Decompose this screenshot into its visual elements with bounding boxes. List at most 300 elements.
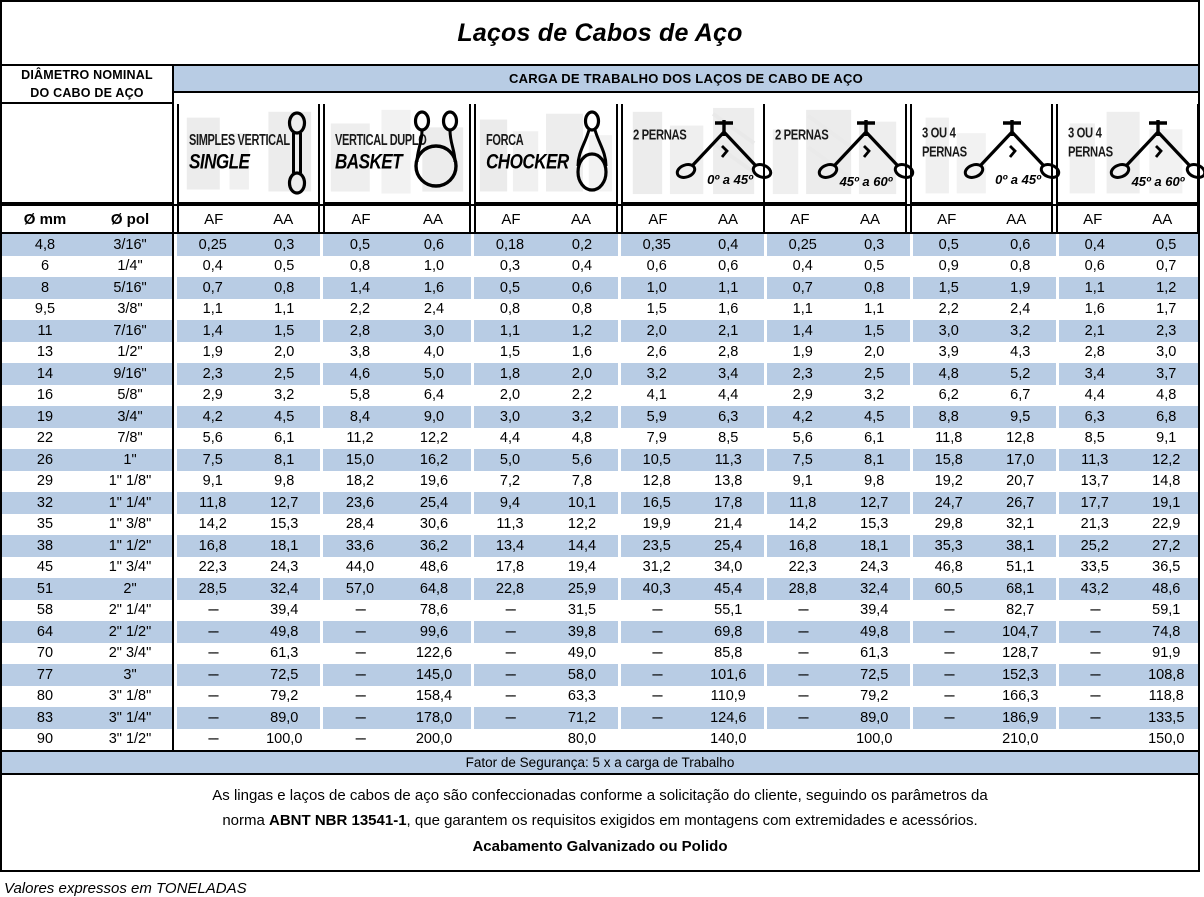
cell-group-34pernas-45-60 — [1056, 535, 1202, 557]
cell-af: 7,5 — [202, 451, 223, 468]
cell-group-chocker — [471, 514, 618, 536]
cell-diameter-pol: 2" 1/2" — [88, 621, 174, 643]
cell-group-34pernas-0-45 — [910, 664, 1056, 686]
cell-aa: 9,8 — [864, 473, 885, 490]
cell-aa: 0,6 — [423, 236, 445, 253]
cell-group-basket — [320, 600, 471, 622]
cell-af: 22,3 — [198, 559, 227, 576]
cell-aa: 19,6 — [419, 473, 449, 490]
cell-aa: 122,6 — [415, 645, 453, 662]
cell-aa: 14,4 — [567, 537, 597, 554]
cell-af: 9,1 — [202, 473, 223, 490]
cell-group-single — [174, 342, 320, 364]
cell-aa: 0,2 — [571, 236, 593, 253]
cell-aa: 1,1 — [718, 279, 739, 296]
cell-group-2pernas-45-60 — [764, 664, 910, 686]
cell-group-2pernas-45-60 — [764, 406, 910, 428]
cell-aa: 0,7 — [1156, 258, 1177, 275]
cell-aa: 0,8 — [1010, 258, 1031, 275]
cell-af: 8,4 — [349, 408, 371, 425]
cell-group-chocker — [471, 320, 618, 342]
cell-group-34pernas-0-45 — [910, 428, 1056, 450]
cell-diameter-pol: 3/16" — [88, 234, 174, 256]
cell-aa: 89,0 — [270, 709, 299, 726]
table-row — [2, 277, 1198, 299]
cell-af — [913, 729, 985, 751]
cell-aa: 1,1 — [274, 301, 295, 318]
pictogram-cell-chocker — [474, 104, 618, 204]
cell-af: 17,8 — [495, 559, 525, 576]
pictogram-strip-corner-spacer — [2, 104, 174, 204]
cell-af: 29,8 — [934, 516, 963, 533]
cell-group-34pernas-0-45 — [910, 514, 1056, 536]
cell-af: 2,2 — [349, 301, 371, 318]
cell-group-2pernas-0-45 — [618, 342, 764, 364]
cell-diameter-mm: 14 — [36, 365, 54, 382]
cell-diameter-pol: 1" 3/4" — [88, 557, 174, 579]
pictogram-labels — [476, 131, 578, 175]
cell-aa: 15,3 — [270, 516, 299, 533]
group-label-top: 2 PERNAS — [633, 126, 687, 144]
cell-af: --- — [1089, 645, 1100, 662]
subheader-group-4legs-45-60 — [1056, 206, 1199, 232]
cell-aa: 4,0 — [423, 344, 445, 361]
cell-af: --- — [207, 645, 218, 662]
pictogram-cell-2legs-45-60 — [764, 104, 907, 204]
cell-aa: 2,2 — [571, 387, 593, 404]
cell-diameter-mm: 13 — [36, 344, 54, 361]
cell-aa: 2,5 — [274, 365, 295, 382]
cell-af: 33,6 — [345, 537, 375, 554]
table-row — [2, 428, 1198, 450]
cell-diameter-mm: 45 — [36, 559, 54, 576]
cell-aa: 2,3 — [1156, 322, 1177, 339]
cell-aa: 166,3 — [1002, 688, 1039, 705]
cell-group-single — [174, 686, 320, 708]
cell-af: 9,1 — [792, 473, 813, 490]
col-header-aa: AA — [835, 206, 905, 232]
cell-aa: 32,1 — [1006, 516, 1035, 533]
cell-group-basket — [320, 707, 471, 729]
cell-group-single — [174, 449, 320, 471]
cell-aa: 2,0 — [571, 365, 593, 382]
cell-aa: 4,5 — [274, 408, 295, 425]
cell-af: 5,0 — [499, 451, 521, 468]
cell-diameter-mm: 26 — [36, 451, 54, 468]
cell-af: 18,2 — [345, 473, 375, 490]
cell-af: 1,5 — [499, 344, 521, 361]
cell-aa: 110,9 — [710, 688, 746, 705]
cell-aa: 89,0 — [860, 709, 889, 726]
cell-af: --- — [1089, 666, 1100, 683]
table-row — [2, 514, 1198, 536]
cell-af: 7,5 — [792, 451, 813, 468]
cell-af: 8,5 — [1084, 430, 1105, 447]
cell-af: --- — [1089, 623, 1100, 640]
cell-af: 16,8 — [788, 537, 817, 554]
pictogram-labels — [1058, 124, 1118, 162]
cell-aa: 6,4 — [423, 387, 445, 404]
cell-af: --- — [797, 623, 808, 640]
cell-group-34pernas-45-60 — [1056, 492, 1202, 514]
cell-af: 15,8 — [934, 451, 963, 468]
cell-group-basket — [320, 428, 471, 450]
cell-group-basket — [320, 449, 471, 471]
cell-aa: 99,6 — [419, 623, 449, 640]
group-label-top: 3 OU 4 — [1068, 124, 1102, 142]
cell-af: 0,35 — [642, 236, 671, 253]
cell-aa: 2,0 — [864, 344, 885, 361]
cell-group-34pernas-0-45 — [910, 492, 1056, 514]
col-header-aa: AA — [249, 206, 319, 232]
group-label-bottom: CHOCKER — [486, 150, 569, 175]
table-row — [2, 342, 1198, 364]
cell-af: 21,3 — [1080, 516, 1109, 533]
cell-group-single — [174, 535, 320, 557]
cell-group-basket — [320, 664, 471, 686]
carga-trabalho-banner: CARGA DE TRABALHO DOS LAÇOS DE CABO DE AÇO — [174, 66, 1198, 93]
cell-group-2pernas-0-45 — [618, 664, 764, 686]
cell-group-34pernas-45-60 — [1056, 320, 1202, 342]
cell-af: 1,9 — [202, 344, 223, 361]
cell-group-2pernas-45-60 — [764, 342, 910, 364]
cell-af: --- — [207, 623, 218, 640]
cell-af: --- — [505, 602, 515, 619]
cell-af: --- — [943, 602, 954, 619]
cell-group-chocker — [471, 535, 618, 557]
cell-aa: 1,0 — [423, 258, 445, 275]
cell-group-single — [174, 428, 320, 450]
cell-aa: 64,8 — [419, 580, 449, 597]
cell-aa: 210,0 — [1002, 731, 1039, 748]
cell-group-single — [174, 514, 320, 536]
cell-group-chocker — [471, 363, 618, 385]
cell-group-2pernas-45-60 — [764, 514, 910, 536]
cell-af: --- — [943, 709, 954, 726]
cell-af: --- — [505, 623, 515, 640]
cell-af: --- — [355, 623, 365, 640]
cell-af: 1,1 — [202, 301, 223, 318]
cell-af: --- — [651, 645, 662, 662]
cell-aa: 20,7 — [1006, 473, 1035, 490]
cell-aa: 6,1 — [864, 430, 885, 447]
cell-aa: 1,6 — [423, 279, 445, 296]
cell-group-single — [174, 664, 320, 686]
cell-diameter-mm: 80 — [36, 688, 54, 705]
cell-af: 1,1 — [499, 322, 521, 339]
pictogram-cell-4legs-0-45 — [910, 104, 1053, 204]
cell-group-basket — [320, 256, 471, 278]
cell-af: 4,4 — [499, 430, 521, 447]
cell-aa: 0,4 — [571, 258, 593, 275]
angle-label: 45º a 60º — [839, 174, 893, 190]
cell-aa: 101,6 — [710, 666, 747, 683]
cell-aa: 6,3 — [718, 408, 739, 425]
cell-af: --- — [207, 688, 218, 705]
cell-group-34pernas-0-45 — [910, 234, 1056, 256]
cell-aa: 32,4 — [860, 580, 889, 597]
cell-af: 1,1 — [792, 301, 813, 318]
pictogram-cell-2legs-0-45 — [621, 104, 764, 204]
cell-group-34pernas-45-60 — [1056, 686, 1202, 708]
cell-aa: 22,9 — [1152, 516, 1181, 533]
cell-diameter-mm: 70 — [36, 645, 54, 662]
cell-diameter-pol: 1" 1/8" — [88, 471, 174, 493]
cell-af: 40,3 — [642, 580, 671, 597]
cell-af: 7,2 — [499, 473, 521, 490]
footer-units-note: Valores expressos em TONELADAS — [4, 880, 247, 897]
cell-group-chocker — [471, 492, 618, 514]
col-header-af: AF — [765, 206, 835, 232]
cell-af: 2,2 — [938, 301, 959, 318]
cell-group-single — [174, 578, 320, 600]
cell-aa: 61,3 — [270, 645, 299, 662]
cell-diameter-mm: 4,8 — [34, 236, 56, 253]
group-label-top: 2 PERNAS — [775, 126, 829, 144]
cell-group-single — [174, 234, 320, 256]
cell-af: --- — [651, 623, 662, 640]
cell-group-single — [174, 707, 320, 729]
group-label-top: SIMPLES VERTICAL — [189, 131, 290, 149]
cell-af: 0,5 — [499, 279, 521, 296]
cell-group-single — [174, 643, 320, 665]
cell-group-chocker — [471, 449, 618, 471]
cell-af: 19,9 — [642, 516, 671, 533]
cell-diameter-mm: 9,5 — [34, 301, 56, 318]
cell-af — [767, 729, 839, 751]
cell-af: --- — [355, 688, 365, 705]
cell-group-34pernas-0-45 — [910, 320, 1056, 342]
cell-group-2pernas-0-45 — [618, 428, 764, 450]
sling-2legs-icon — [829, 104, 903, 202]
cell-aa: 5,2 — [1010, 365, 1031, 382]
note-line-2-pre: norma — [222, 811, 269, 829]
cell-af: 11,3 — [1081, 451, 1109, 468]
cell-diameter-mm: 32 — [36, 494, 54, 511]
cell-aa: 91,9 — [1152, 645, 1181, 662]
cell-diameter-pol: 3" — [88, 664, 174, 686]
cell-group-34pernas-0-45 — [910, 363, 1056, 385]
cell-diameter-pol: 7/16" — [88, 320, 174, 342]
cell-group-34pernas-45-60 — [1056, 707, 1202, 729]
cell-af: 3,2 — [646, 365, 667, 382]
cell-group-chocker — [471, 600, 618, 622]
cell-af: --- — [355, 602, 365, 619]
cell-aa: 36,5 — [1152, 559, 1181, 576]
cell-aa: 1,5 — [274, 322, 295, 339]
cell-af: 15,0 — [345, 451, 375, 468]
cell-af: 0,18 — [495, 236, 525, 253]
cell-aa: 12,2 — [567, 516, 597, 533]
table-title-band — [0, 0, 1200, 66]
cell-aa: 2,4 — [423, 301, 445, 318]
cell-diameter-pol: 2" — [88, 578, 174, 600]
cell-aa: 9,8 — [274, 473, 295, 490]
cell-group-34pernas-0-45 — [910, 621, 1056, 643]
cell-aa: 48,6 — [419, 559, 449, 576]
col-header-aa: AA — [982, 206, 1052, 232]
cell-group-34pernas-45-60 — [1056, 514, 1202, 536]
cell-group-basket — [320, 643, 471, 665]
cell-af: 6,3 — [1084, 408, 1105, 425]
cell-aa: 6,1 — [274, 430, 295, 447]
cell-af: 1,8 — [499, 365, 521, 382]
cell-group-34pernas-45-60 — [1056, 578, 1202, 600]
cell-group-basket — [320, 535, 471, 557]
cell-diameter-pol: 3" 1/8" — [88, 686, 174, 708]
cell-af: 14,2 — [198, 516, 227, 533]
cell-aa: 6,7 — [1010, 387, 1031, 404]
cell-af: 23,5 — [642, 537, 671, 554]
cell-aa: 3,2 — [571, 408, 593, 425]
cell-af: --- — [207, 731, 218, 748]
cell-group-2pernas-0-45 — [618, 449, 764, 471]
cell-group-34pernas-0-45 — [910, 385, 1056, 407]
cell-group-34pernas-0-45 — [910, 578, 1056, 600]
cell-group-chocker — [471, 707, 618, 729]
cell-group-2pernas-45-60 — [764, 277, 910, 299]
cell-group-2pernas-0-45 — [618, 707, 764, 729]
cell-group-2pernas-0-45 — [618, 320, 764, 342]
cell-group-34pernas-45-60 — [1056, 471, 1202, 493]
cell-diameter-pol: 5/16" — [88, 277, 174, 299]
cell-af: --- — [651, 688, 662, 705]
cell-aa: 25,9 — [567, 580, 597, 597]
cell-group-single — [174, 557, 320, 579]
cell-af: 10,5 — [642, 451, 671, 468]
table-row — [2, 471, 1198, 493]
cell-group-2pernas-45-60 — [764, 600, 910, 622]
cell-af: 0,7 — [792, 279, 813, 296]
cell-diameter-mm: 16 — [36, 387, 54, 404]
group-label-top2: PERNAS — [1068, 143, 1113, 161]
cell-diameter-mm: 38 — [36, 537, 54, 554]
cell-group-single — [174, 385, 320, 407]
cell-group-2pernas-45-60 — [764, 299, 910, 321]
cell-aa: 0,5 — [274, 258, 295, 275]
cell-group-chocker — [471, 385, 618, 407]
pictogram-cell-single — [177, 104, 320, 204]
cell-aa: 5,0 — [423, 365, 445, 382]
cell-aa: 0,4 — [718, 236, 739, 253]
cell-af: 2,3 — [202, 365, 223, 382]
cell-af: 3,4 — [1084, 365, 1105, 382]
cell-group-chocker — [471, 342, 618, 364]
cell-af: --- — [355, 666, 365, 683]
cell-group-2pernas-45-60 — [764, 557, 910, 579]
diameter-header-line2: DO CABO DE AÇO — [30, 86, 144, 101]
cell-af: 11,8 — [935, 430, 963, 447]
cell-af — [621, 729, 693, 751]
table-row — [2, 621, 1198, 643]
cell-af: 5,6 — [792, 430, 813, 447]
sling-single-icon — [280, 104, 314, 202]
cell-group-chocker — [471, 471, 618, 493]
cell-group-2pernas-45-60 — [764, 686, 910, 708]
cell-af: 12,8 — [642, 473, 671, 490]
cell-group-2pernas-0-45 — [618, 385, 764, 407]
cell-group-2pernas-45-60 — [764, 428, 910, 450]
cell-group-basket — [320, 492, 471, 514]
cell-aa: 82,7 — [1006, 602, 1035, 619]
cell-aa: 9,0 — [423, 408, 445, 425]
cell-aa: 128,7 — [1002, 645, 1039, 662]
cell-af: 28,4 — [345, 516, 375, 533]
cell-af: 13,7 — [1080, 473, 1109, 490]
cell-aa: 108,8 — [1148, 666, 1185, 683]
sling-2legs-icon — [687, 104, 761, 202]
col-header-af: AF — [179, 206, 249, 232]
cell-group-single — [174, 256, 320, 278]
cell-aa: 158,4 — [415, 688, 453, 705]
cell-group-2pernas-0-45 — [618, 643, 764, 665]
col-header-diameter-pol: Ø pol — [88, 206, 174, 232]
cell-aa: 5,6 — [571, 451, 593, 468]
sling-4legs-icon — [976, 104, 1049, 202]
cell-af: 19,2 — [934, 473, 963, 490]
cell-af: 0,25 — [788, 236, 817, 253]
angle-label: 45º a 60º — [1132, 174, 1185, 190]
table-row — [2, 686, 1198, 708]
cell-af: 2,9 — [792, 387, 813, 404]
note-line-3: Acabamento Galvanizado ou Polido — [472, 837, 728, 855]
table-row — [2, 256, 1198, 278]
cell-af: 4,1 — [646, 387, 667, 404]
cell-af: --- — [207, 602, 218, 619]
cell-group-2pernas-0-45 — [618, 492, 764, 514]
cell-aa: 133,5 — [1148, 709, 1185, 726]
cell-aa: 1,7 — [1156, 301, 1177, 318]
cell-aa: 49,0 — [567, 645, 597, 662]
cell-diameter-pol: 1" 1/2" — [88, 535, 174, 557]
cell-aa: 12,2 — [1152, 451, 1181, 468]
cell-af: 16,5 — [642, 494, 671, 511]
cell-group-2pernas-0-45 — [618, 535, 764, 557]
cell-aa: 79,2 — [860, 688, 889, 705]
cell-af: 9,4 — [499, 494, 521, 511]
cell-group-2pernas-0-45 — [618, 471, 764, 493]
cell-group-34pernas-0-45 — [910, 600, 1056, 622]
cell-af: 2,1 — [1084, 322, 1105, 339]
cell-group-single — [174, 299, 320, 321]
table-row — [2, 557, 1198, 579]
cell-aa: 1,6 — [718, 301, 739, 318]
cell-af: 1,4 — [792, 322, 813, 339]
cell-af: 4,8 — [938, 365, 959, 382]
cell-group-basket — [320, 686, 471, 708]
cell-group-34pernas-45-60 — [1056, 664, 1202, 686]
cell-af: 0,8 — [499, 301, 521, 318]
cell-aa: 2,5 — [864, 365, 885, 382]
cell-group-basket — [320, 578, 471, 600]
sling-basket-icon — [407, 104, 465, 202]
cell-group-2pernas-0-45 — [618, 406, 764, 428]
cell-af: 28,8 — [788, 580, 817, 597]
cell-aa: 0,8 — [274, 279, 295, 296]
cell-group-chocker — [471, 729, 618, 751]
cell-group-34pernas-45-60 — [1056, 428, 1202, 450]
cell-group-34pernas-0-45 — [910, 471, 1056, 493]
cell-group-2pernas-45-60 — [764, 449, 910, 471]
table-row — [2, 234, 1198, 256]
cell-group-chocker — [471, 643, 618, 665]
cell-af: 0,4 — [792, 258, 813, 275]
cell-af: --- — [797, 666, 808, 683]
cell-group-2pernas-0-45 — [618, 729, 764, 751]
cell-af: --- — [505, 688, 515, 705]
cell-aa: 9,1 — [1156, 430, 1177, 447]
cell-af: --- — [1089, 688, 1100, 705]
